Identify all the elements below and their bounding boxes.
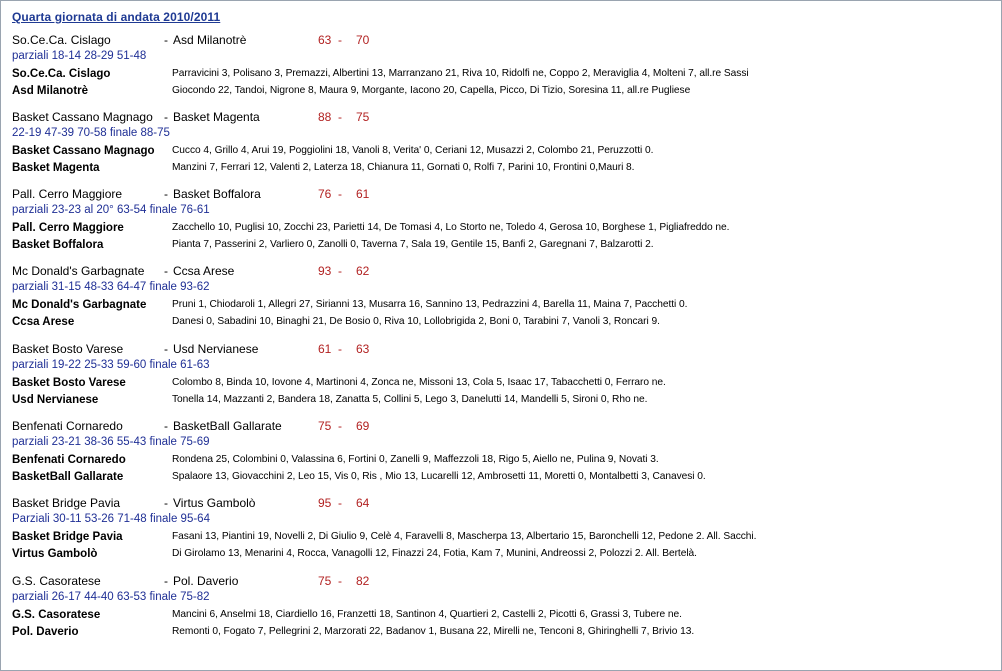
- away-score: 75: [356, 110, 370, 124]
- home-lineup-players: Mancini 6, Anselmi 18, Ciardiello 16, Franzetti 18, Santinon 4, Quartieri 2, Castelli 2, Picotti 6, Grassi 3, Tubere ne.: [172, 609, 682, 620]
- away-lineup-team: Asd Milanotrè: [12, 85, 89, 97]
- away-lineup-players: Giocondo 22, Tandoi, Nigrone 8, Maura 9, Morgante, Iacono 20, Capella, Picco, Di Tizio, Soresina 11, all.re Pugliese: [172, 85, 691, 96]
- away-lineup-team: Basket Boffalora: [12, 239, 104, 251]
- home-team-name: Benfenati Cornaredo: [12, 419, 123, 433]
- home-team-name: Pall. Cerro Maggiore: [12, 187, 123, 201]
- away-team-name: Usd Nervianese: [173, 342, 259, 356]
- home-lineup-players: Fasani 13, Piantini 19, Novelli 2, Di Giulio 9, Celè 4, Faravelli 8, Mascherpa 13, Albertario 15, Baronchelli 12, Pedone 2. All. Sacchi.: [172, 531, 757, 542]
- score-separator: -: [338, 574, 342, 588]
- away-team-name: Virtus Gambolò: [173, 496, 256, 510]
- away-lineup-players: Spalaore 13, Giovacchini 2, Leo 15, Vis 0, Ris , Mio 13, Lucarelli 12, Ambrosetti 11, Moretti 0, Montalbetti 3, Canavesi 0.: [172, 471, 706, 482]
- home-score: 75: [318, 574, 332, 588]
- partials: 22-19 47-39 70-58 finale 88-75: [12, 127, 170, 139]
- away-score: 69: [356, 419, 370, 433]
- away-lineup-players: Manzini 7, Ferrari 12, Valenti 2, Laterza 18, Chianura 11, Gornati 0, Rolfi 7, Parini 10, Frontini 0,Mauri 8.: [172, 162, 635, 173]
- score-separator: -: [338, 264, 342, 278]
- away-lineup-team: Ccsa Arese: [12, 316, 75, 328]
- away-score: 63: [356, 342, 370, 356]
- away-score: 82: [356, 574, 370, 588]
- away-team-name: Asd Milanotrè: [173, 33, 247, 47]
- partials: parziali 26-17 44-40 63-53 finale 75-82: [12, 591, 210, 603]
- home-team-name: Basket Bosto Varese: [12, 342, 124, 356]
- home-score: 93: [318, 264, 332, 278]
- team-separator: -: [164, 419, 168, 433]
- home-lineup-players: Zacchello 10, Puglisi 10, Zocchi 23, Parietti 14, De Tomasi 4, Lo Storto ne, Toledo 4, Gerosa 10, Borghese 1, Pigliafreddo ne.: [172, 222, 730, 233]
- home-lineup-team: So.Ce.Ca. Cislago: [12, 68, 111, 80]
- away-team-name: Ccsa Arese: [173, 264, 235, 278]
- partials: parziali 23-21 38-36 55-43 finale 75-69: [12, 436, 210, 448]
- team-separator: -: [164, 496, 168, 510]
- score-separator: -: [338, 33, 342, 47]
- home-score: 88: [318, 110, 332, 124]
- score-separator: -: [338, 342, 342, 356]
- team-separator: -: [164, 342, 168, 356]
- match-block: [1, 574, 1001, 650]
- away-score: 64: [356, 496, 370, 510]
- match-block: [1, 110, 1001, 186]
- away-score: 62: [356, 264, 370, 278]
- home-lineup-team: Basket Cassano Magnago: [12, 145, 155, 157]
- home-lineup-team: Basket Bridge Pavia: [12, 531, 123, 543]
- home-team-name: G.S. Casoratese: [12, 574, 101, 588]
- away-lineup-players: Remonti 0, Fogato 7, Pellegrini 2, Marzorati 22, Badanov 1, Busana 22, Mirelli ne, Tenconi 8, Ghiringhelli 7, Brivio 13.: [172, 626, 695, 637]
- away-team-name: Basket Magenta: [173, 110, 260, 124]
- home-lineup-players: Parravicini 3, Polisano 3, Premazzi, Albertini 13, Marranzano 21, Riva 10, Ridolfi ne, Coppo 2, Meraviglia 4, Molteni 7, all.re Sassi: [172, 68, 749, 79]
- away-lineup-team: Pol. Daverio: [12, 626, 79, 638]
- team-separator: -: [164, 574, 168, 588]
- score-separator: -: [338, 110, 342, 124]
- home-lineup-players: Rondena 25, Colombini 0, Valassina 6, Fortini 0, Zanelli 9, Maffezzoli 18, Rigo 5, Aiello ne, Pulina 9, Novati 3.: [172, 454, 659, 465]
- home-lineup-team: G.S. Casoratese: [12, 609, 101, 621]
- home-score: 61: [318, 342, 332, 356]
- home-score: 63: [318, 33, 332, 47]
- home-lineup-team: Pall. Cerro Maggiore: [12, 222, 124, 234]
- away-lineup-team: Basket Magenta: [12, 162, 100, 174]
- home-lineup-players: Pruni 1, Chiodaroli 1, Allegri 27, Sirianni 13, Musarra 16, Sannino 13, Pedrazzini 4, Barella 11, Maina 7, Pacchetti 0.: [172, 299, 688, 310]
- away-lineup-players: Pianta 7, Passerini 2, Varliero 0, Zanolli 0, Taverna 7, Sala 19, Gentile 15, Banfi 2, Garegnani 7, Balzarotti 2.: [172, 239, 654, 250]
- away-team-name: Pol. Daverio: [173, 574, 239, 588]
- score-separator: -: [338, 419, 342, 433]
- home-score: 95: [318, 496, 332, 510]
- away-score: 70: [356, 33, 370, 47]
- away-lineup-team: Virtus Gambolò: [12, 548, 98, 560]
- away-lineup-team: BasketBall Gallarate: [12, 471, 124, 483]
- page-title[interactable]: Quarta giornata di andata 2010/2011: [12, 10, 221, 24]
- away-team-name: BasketBall Gallarate: [173, 419, 282, 433]
- score-separator: -: [338, 187, 342, 201]
- partials: parziali 23-23 al 20° 63-54 finale 76-61: [12, 204, 210, 216]
- away-score: 61: [356, 187, 370, 201]
- partials: parziali 18-14 28-29 51-48: [12, 50, 147, 62]
- match-block: [1, 419, 1001, 495]
- home-lineup-team: Mc Donald's Garbagnate: [12, 299, 147, 311]
- home-team-name: So.Ce.Ca. Cislago: [12, 33, 111, 47]
- partials: parziali 19-22 25-33 59-60 finale 61-63: [12, 359, 210, 371]
- away-lineup-players: Danesi 0, Sabadini 10, Binaghi 21, De Bosio 0, Riva 10, Lollobrigida 2, Boni 0, Tarabini 7, Vanoli 3, Roncari 9.: [172, 316, 660, 327]
- team-separator: -: [164, 264, 168, 278]
- team-separator: -: [164, 187, 168, 201]
- away-team-name: Basket Boffalora: [173, 187, 261, 201]
- away-lineup-players: Tonella 14, Mazzanti 2, Bandera 18, Zanatta 5, Collini 5, Lego 3, Danelutti 14, Mandelli 5, Sironi 0, Rho ne.: [172, 394, 648, 405]
- home-score: 76: [318, 187, 332, 201]
- home-lineup-team: Basket Bosto Varese: [12, 377, 126, 389]
- match-block: [1, 264, 1001, 340]
- team-separator: -: [164, 110, 168, 124]
- home-lineup-team: Benfenati Cornaredo: [12, 454, 126, 466]
- away-lineup-players: Di Girolamo 13, Menarini 4, Rocca, Vanagolli 12, Finazzi 24, Fotia, Kam 7, Munini, Andreossi 2, Polozzi 2. All. Bertelà.: [172, 548, 697, 559]
- match-block: [1, 496, 1001, 572]
- score-separator: -: [338, 496, 342, 510]
- team-separator: -: [164, 33, 168, 47]
- home-team-name: Mc Donald's Garbagnate: [12, 264, 145, 278]
- partials: Parziali 30-11 53-26 71-48 finale 95-64: [12, 513, 210, 525]
- match-block: [1, 187, 1001, 263]
- match-block: [1, 33, 1001, 109]
- home-team-name: Basket Cassano Magnago: [12, 110, 153, 124]
- home-team-name: Basket Bridge Pavia: [12, 496, 121, 510]
- away-lineup-team: Usd Nervianese: [12, 394, 99, 406]
- home-lineup-players: Cucco 4, Grillo 4, Arui 19, Poggiolini 18, Vanoli 8, Verita' 0, Ceriani 12, Musazzi 2, Colombo 21, Peruzzotti 0.: [172, 145, 654, 156]
- home-lineup-players: Colombo 8, Binda 10, Iovone 4, Martinoni 4, Zonca ne, Missoni 13, Cola 5, Isaac 17, Tabacchetti 0, Ferraro ne.: [172, 377, 666, 388]
- partials: parziali 31-15 48-33 64-47 finale 93-62: [12, 281, 210, 293]
- home-score: 75: [318, 419, 332, 433]
- match-block: [1, 342, 1001, 418]
